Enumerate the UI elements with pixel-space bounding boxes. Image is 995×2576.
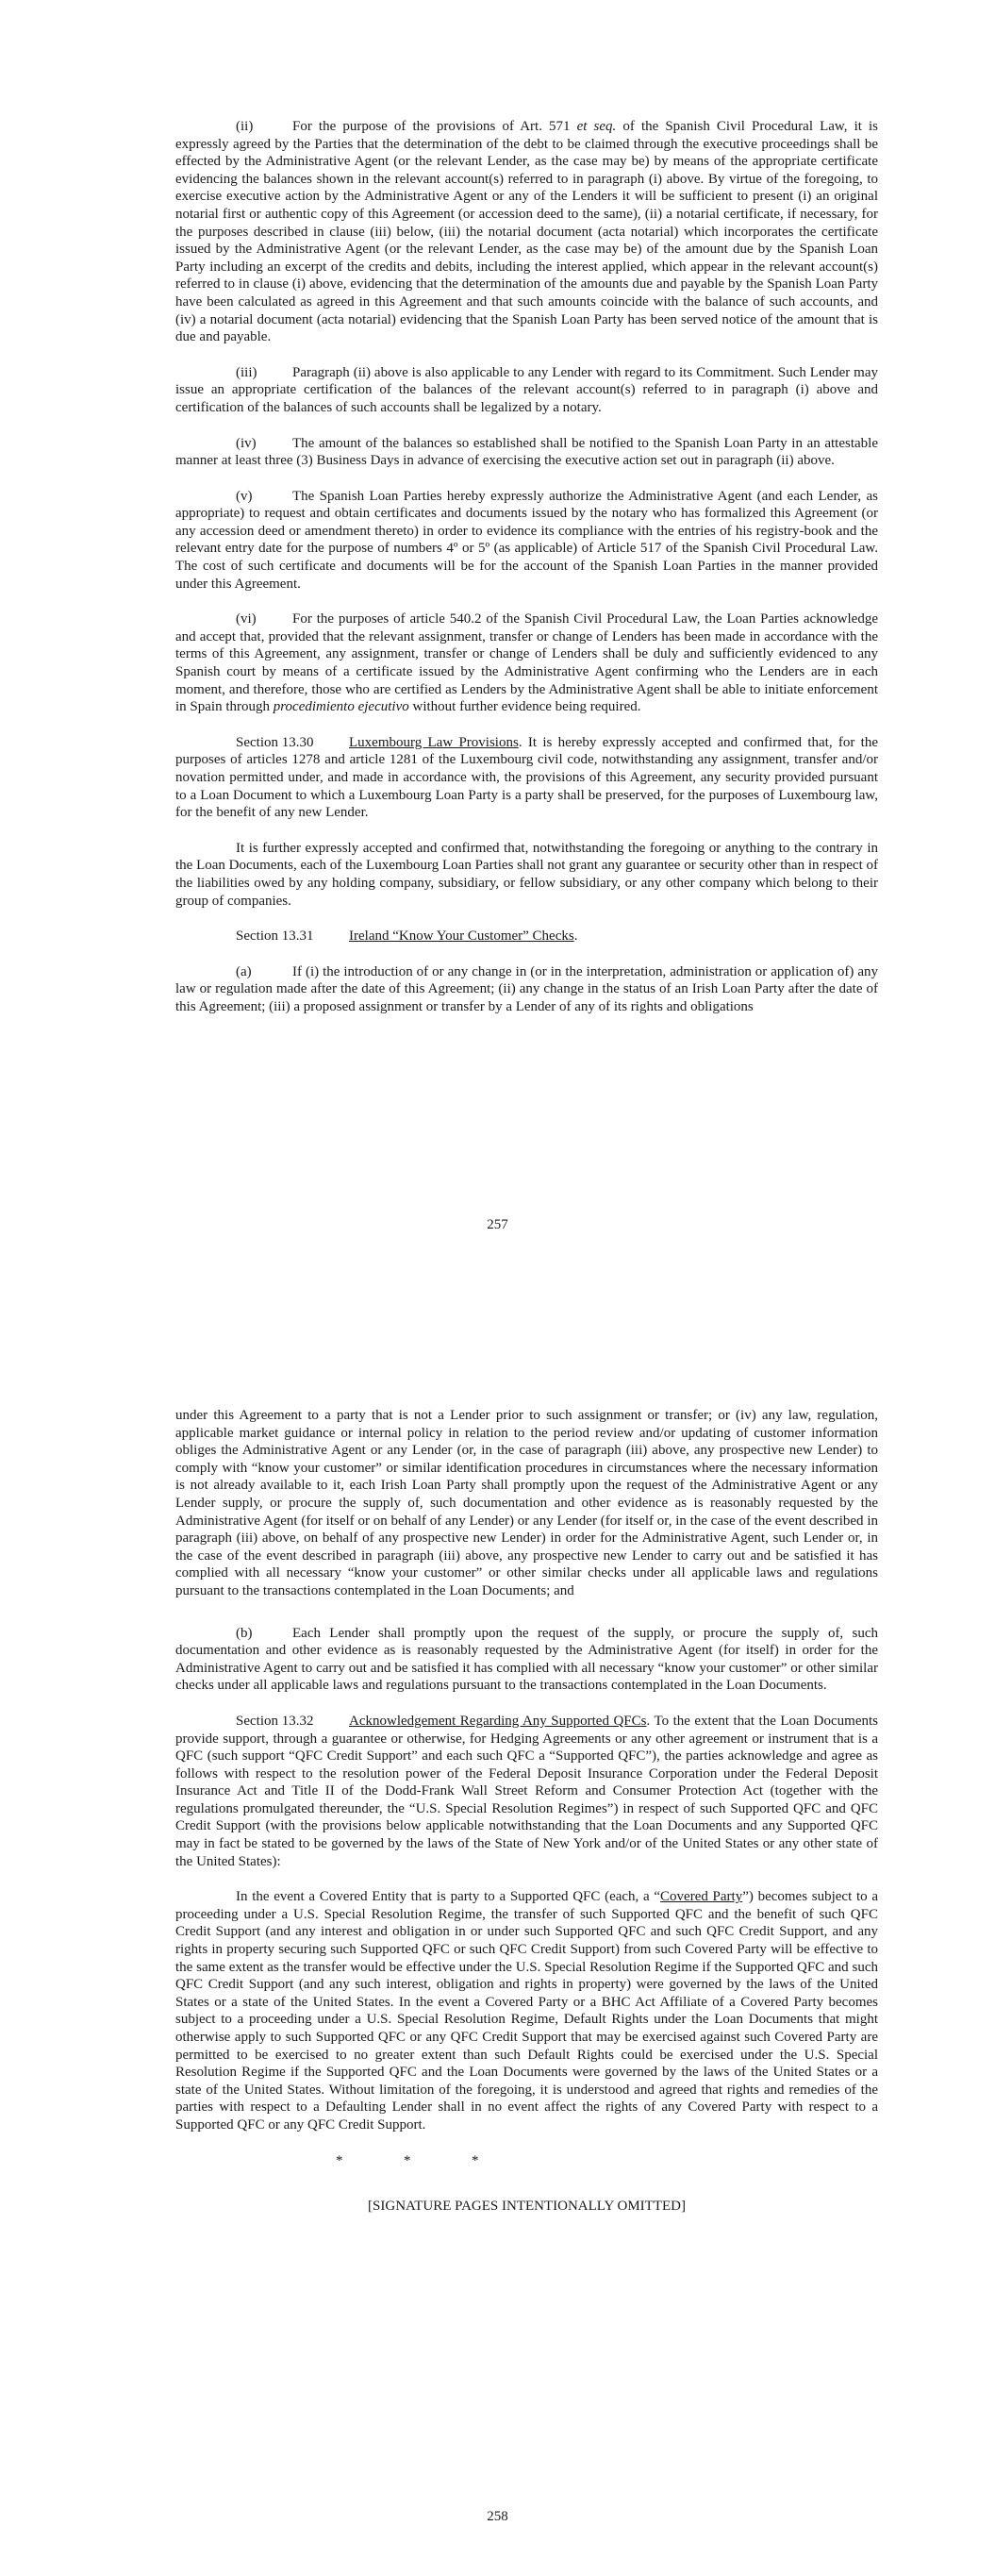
clause-a-continued: under this Agreement to a party that is not a Lender prior to such assignment or transfer; or (iv) any law, regulation, applicable market guidance or internal policy in relation to the period review and/or updating of customer information obliges the Administrative Agent or any Lender (or, in the case of paragraph (iii) above, any prospective new Lender) to comply with “know your customer” or similar identification procedures in circumstances where the necessary information is not already available to it, each Irish Loan Party shall promptly upon the request of the Administrative Agent or any Lender supply, or procure the supply of, such documentation and other evidence as is reasonably requested by the Administrative Agent (for itself or on behalf of any Lender) or any Lender (for itself or, in the case of the event described in paragraph (iii) above, on behalf of any prospective new Lender) in order for the Administrative Agent, such Lender or, in the case of the event described in paragraph (iii) above, any prospective new Lender to carry out and be satisfied it has complied with all necessary “know your customer” or other similar checks under all applicable laws and regulations pursuant to the transactions contemplated in the Loan Documents; and [175,1408,878,1598]
clause-number: (iii) [236,364,257,380]
section-13-32: Section 13.32 Acknowledgement Regarding Any Supported QFCs. To the extent that the Loan Documents provide support, through a guarantee or otherwise, for Hedging Agreements or any other agreement or instrument that is a QFC (such support “QFC Credit Support” and each such QFC a “Supported QFC”), the parties acknowledge and agree as follows with respect to the resolution power of the Federal Deposit Insurance Corporation under the Federal Deposit Insurance Act and Title II of the Dodd-Frank Wall Street Reform and Consumer Protection Act (together with the regulations promulgated thereunder, the “U.S. Special Resolution Regimes”) in respect of such Supported QFC and QFC Credit Support (with the provisions below applicable notwithstanding that the Loan Documents and any Supported QFC may in fact be stated to be governed by the laws of the State of New York and/or of the United States or any other state of the United States): [175,1713,878,1869]
page-257-body [175,118,878,1034]
clause-number: (iv) [236,435,257,451]
defined-term: Covered Party [660,1889,743,1905]
clause-v: (v) The Spanish Loan Parties hereby expressly authorize the Administrative Agent (and each Lender, as appropriate) to request and obtain certificates and documents issued by the notary who has formalized this Agreement (or any accession deed or amendment thereto) in order to evidence its compliance with the entries of his registry-book and the relevant entry date for the purpose of numbers 4º or 5º (as applicable) of Article 517 of the Spanish Civil Procedural Law. The cost of such certificate and documents will be for the account of the Spanish Loan Parties in the manner provided under this Agreement. [175,488,878,592]
clause-b: (b) Each Lender shall promptly upon the request of the supply, or procure the supply of, such documentation and other evidence as is reasonably requested by the Administrative Agent (for itself) in order for the Administrative Agent to carry out and be satisfied it has complied with all necessary “know your customer” or other similar checks under all applicable laws and regulations pursuant to the transactions contemplated in the Loan Documents. [175,1625,878,1694]
section-break-stars [175,2152,878,2170]
page-number: 258 [487,2509,508,2524]
section-number: Section 13.30 [236,734,314,750]
page-number: 257 [487,1217,508,1232]
clause-number: (v) [236,488,253,504]
page-258-body [175,1407,878,2233]
star-mark: * [472,2152,479,2168]
section-13-30: Section 13.30 Luxembourg Law Provisions. It is hereby expressly accepted and confirmed that, for the purposes of articles 1278 and article 1281 of the Luxembourg civil code, notwithstanding any assignment, transfer and/or novation permitted under, and made in accordance with, the provisions of this Agreement, any security provided pursuant to a Loan Document to which a Luxembourg Loan Party is a party shall be preserved, for the purposes of Luxembourg law, for the benefit of any new Lender. [175,734,878,821]
clause-iv: (iv) The amount of the balances so established shall be notified to the Spanish Loan Party in an attestable manner at least three (3) Business Days in advance of exercising the executive action set out in paragraph (ii) above. [175,435,878,469]
section-heading: Luxembourg Law Provisions [349,734,519,750]
clause-ii: (ii) For the purpose of the provisions of Art. 571 et seq. of the Spanish Civil Procedural Law, it is expressly agreed by the Parties that the determination of the debt to be claimed through the executive proceedings shall be effected by the Administrative Agent (or the relevant Lender, as the case may be) by means of the appropriate certificate evidencing the balances shown in the relevant account(s) referred to in paragraph (i) above. By virtue of the foregoing, to exercise executive action by the Administrative Agent or any of the Lenders it will be sufficient to present (i) an original notarial first or authentic copy of this Agreement (or accession deed to the same), (ii) a notarial certificate, if necessary, for the purposes described in clause (iii) below, (iii) the notarial document (acta notarial) which incorporates the certificate issued by the Administrative Agent (or the relevant Lender, as the case may be) of the amount due by the Spanish Loan Party including an excerpt of the credits and debits, including the interest applied, which appear in the relevant account(s) referred to in clause (i) above, evidencing that the determination of the amounts due and payable by the Spanish Loan Party have been calculated as agreed in this Agreement and that such amounts coincide with the balance of such accounts, and (iv) a notarial document (acta notarial) evidencing that the Spanish Loan Party has been served notice of the amount that is due and payable. [175,119,879,345]
clause-number: (b) [236,1625,253,1641]
luxembourg-paragraph: It is further expressly accepted and confirmed that, notwithstanding the foregoing or anything to the contrary in the Loan Documents, each of the Luxembourg Loan Parties shall not grant any guarantee or security other than in respect of the liabilities owed by any holding company, subsidiary, or fellow subsidiary, or any other company which belong to their group of companies. [175,840,878,909]
star-mark: * [404,2152,411,2168]
signature-pages-note: [SIGNATURE PAGES INTENTIONALLY OMITTED] [368,2199,686,2215]
clause-number: (ii) [236,119,254,134]
section-number: Section 13.32 [236,1713,314,1729]
clause-iii: (iii) Paragraph (ii) above is also applicable to any Lender with regard to its Commitment. Such Lender may issue an appropriate certification of the balances of the relevant account(s) referred to in paragraph (i) above and certification of the balances of such accounts shall be legalized by a notary. [175,364,878,415]
covered-party-paragraph: In the event a Covered Entity that is party to a Supported QFC (each, a “Covered Party”) becomes subject to a proceeding under a U.S. Special Resolution Regime, the transfer of such Supported QFC and the benefit of such QFC Credit Support (and any interest and obligation in or under such Supported QFC and such QFC Credit Support, and any rights in property securing such Supported QFC or such QFC Credit Support) from such Covered Party will be effective to the same extent as the transfer would be effective under the U.S. Special Resolution Regime if the Supported QFC and such QFC Credit Support (and any such interest, obligation and rights in property) were governed by the laws of the United States or a state of the United States. In the event a Covered Party or a BHC Act Affiliate of a Covered Party becomes subject to a proceeding under a U.S. Special Resolution Regime, Default Rights under the Loan Documents that might otherwise apply to such Supported QFC or any QFC Credit Support that may be exercised against such Covered Party are permitted to be exercised to no greater extent than such Default Rights could be exercised under the U.S. Special Resolution Regime if the Supported QFC and the Loan Documents were governed by the laws of the United States or a state of the United States. Without limitation of the foregoing, it is understood and agreed that rights and remedies of the parties with respect to a Defaulting Lender shall in no event affect the rights of any Covered Party with respect to a Supported QFC or any QFC Credit Support. [175,1889,878,2133]
page-258 [0,1288,995,2576]
section-number: Section 13.31 [236,928,314,945]
clause-number: (vi) [236,611,257,627]
clause-number: (a) [236,963,252,979]
section-heading: Acknowledgement Regarding Any Supported QFCs [349,1713,647,1729]
section-heading: Ireland “Know Your Customer” Checks [349,928,574,945]
clause-vi: (vi) For the purposes of article 540.2 of the Spanish Civil Procedural Law, the Loan Parties acknowledge and accept that, provided that the relevant assignment, transfer or change of Lenders has been made in accordance with the terms of this Agreement, any assignment, transfer or change of Lenders shall be duly and sufficiently evidenced to any Spanish court by means of a certificate issued by the Administrative Agent confirming who the Lenders are in each moment, and therefore, those who are certified as Lenders by the Administrative Agent shall be able to initiate enforcement in Spain through procedimiento ejecutivo without further evidence being required. [175,611,878,715]
star-mark: * [336,2152,343,2168]
clause-a: (a) If (i) the introduction of or any change in (or in the interpretation, administration or application of) any law or regulation made after the date of this Agreement; (ii) any change in the status of an Irish Loan Party after the date of this Agreement; (iii) a proposed assignment or transfer by a Lender of any of its rights and obligations [175,963,878,1014]
section-13-31: Section 13.31 Ireland “Know Your Customer” Checks. [236,928,578,945]
